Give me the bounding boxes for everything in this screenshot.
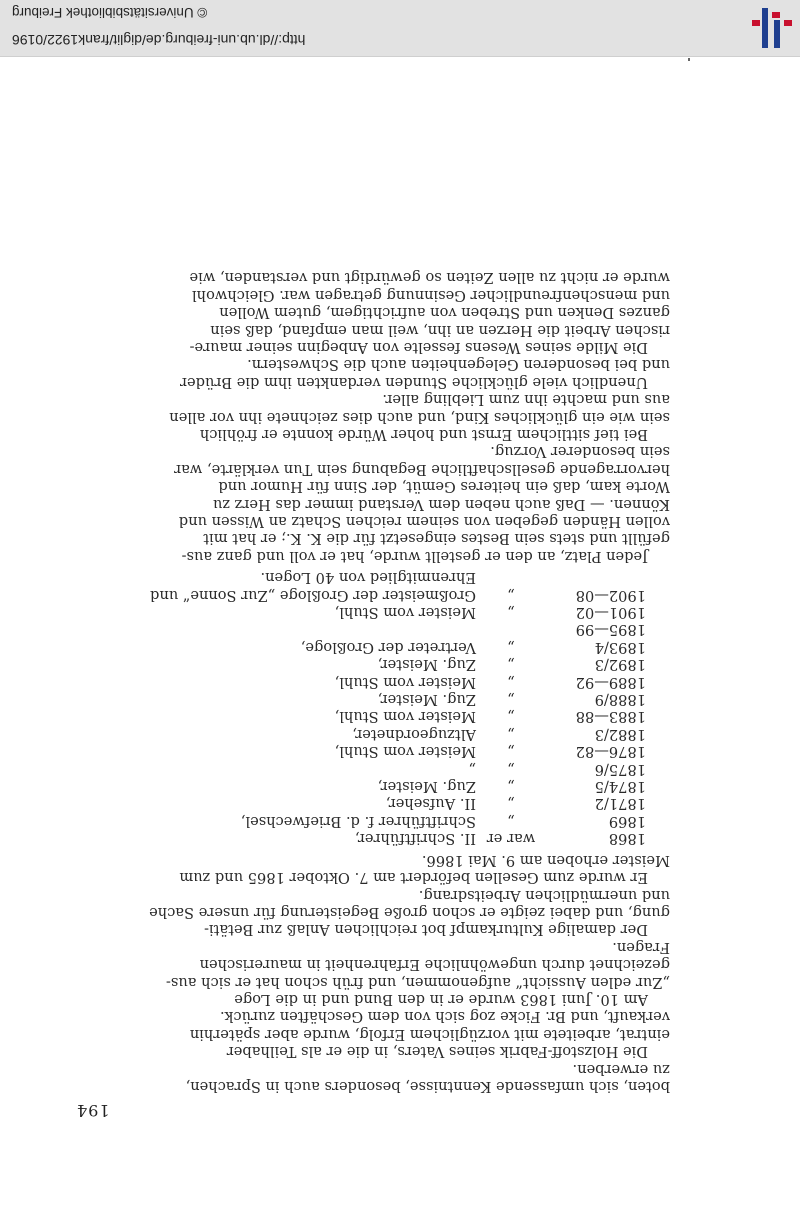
paragraph-8 [70, 356, 670, 391]
office-mark: „ [507, 778, 515, 796]
office-year: 1895—99 [575, 621, 646, 639]
table-row [70, 813, 670, 830]
table-row [70, 725, 670, 742]
office-mark: „ [507, 673, 515, 691]
table-row [70, 638, 670, 655]
offices-table [70, 569, 670, 848]
text-line: eintrat, arbeitete mit vorzüglichem Erfolg, wurde aber späterhin [189, 1025, 670, 1043]
office-role: II. Aufseher, [385, 795, 476, 813]
text-line: aus und machte ihn zum Liebling aller. [382, 391, 670, 409]
office-mark: „ [507, 691, 515, 709]
office-mark: war er [486, 830, 536, 848]
text-line: wurde er nicht zu allen Zeiten so gewürdigt und verstanden, wie [189, 269, 670, 287]
office-year: 1875/6 [594, 760, 646, 778]
table-row [70, 586, 670, 603]
office-role: „ [468, 760, 476, 778]
scanned-page [70, 160, 670, 1120]
scan-speck [688, 58, 690, 61]
table-row [70, 795, 670, 812]
office-role: Schriftführer f. d. Briefwechsel, [240, 812, 476, 830]
office-year: 1882/3 [594, 725, 646, 743]
text-line: und unermüdlichen Arbeitsdrang. [418, 886, 670, 904]
text-line: Können. — Daß auch neben dem Verstand immer das Herz zu [212, 495, 670, 513]
text-line: verkauft, und Br. Ficke zog sich von dem Geschäften zurück. [219, 1008, 670, 1026]
text-line: boten, sich umfassende Kenntnisse, besonders auch in Sprachen, [185, 1078, 670, 1095]
office-year: 1901—02 [575, 604, 646, 622]
copyright-notice: © Universitätsbibliothek Freiburg [12, 5, 208, 20]
table-row [70, 830, 670, 847]
office-mark [476, 621, 546, 638]
office-role: Vertreter der Großloge, [300, 638, 476, 656]
ub-freiburg-logo-icon[interactable] [750, 6, 794, 50]
paragraph-1 [70, 1060, 670, 1095]
office-role: Meister vom Stuhl, [334, 743, 476, 761]
office-year: 1883—88 [575, 708, 646, 726]
table-row [70, 604, 670, 621]
office-year: 1876—82 [575, 743, 646, 761]
table-row [70, 708, 670, 725]
table-row [70, 778, 670, 795]
office-mark: „ [507, 812, 515, 830]
paragraph-2 [70, 1008, 670, 1060]
text-line: gung, und dabei zeigte er schon große Begeisterung für unsere Sache [149, 903, 670, 921]
office-role: Zug. Meister, [377, 656, 476, 674]
paragraph-4 [70, 886, 670, 938]
text-line: Am 10. Juni 1863 wurde er in den Bund und in die Loge [234, 990, 648, 1008]
office-year: 1868 [608, 830, 646, 848]
text-line: zu erwerben. [572, 1060, 670, 1078]
office-year: 1893/4 [594, 638, 646, 656]
office-year: 1892/3 [594, 656, 646, 674]
office-mark: „ [507, 708, 515, 726]
text-line: „Zur edlen Aussicht“ aufgenommen, und früh schon hat er sich aus- [165, 973, 670, 991]
office-year: 1902—08 [575, 586, 646, 604]
office-mark: „ [507, 760, 515, 778]
text-line: sein besonderer Vorzug. [490, 443, 670, 461]
office-year: 1869 [608, 812, 646, 830]
text-line: hervorragende gesellschaftliche Begabung sein Tun verklärte, war [174, 460, 670, 478]
text-line: und menschenfreundlicher Gesinnung getragen war. Gleichwohl [191, 286, 670, 304]
paragraph-6 [70, 443, 670, 565]
office-role: Großmeister der Großloge „Zur Sonne“ und [150, 586, 476, 604]
office-role: Altzugeordneter, [352, 725, 476, 743]
text-line: gezeichnet durch ungewöhnliche Erfahrenheit in maurerischen [199, 956, 670, 974]
office-role: Meister vom Stuhl, [334, 708, 476, 726]
office-mark: „ [507, 638, 515, 656]
office-year: 1888/9 [594, 691, 646, 709]
office-tail: Ehrenmitglied von 40 Logen. [260, 569, 476, 587]
table-row [70, 760, 670, 777]
paragraph-5 [70, 851, 670, 886]
office-role [70, 621, 476, 638]
office-mark: „ [507, 795, 515, 813]
text-line: rischen Arbeit die Herzen an ihn, weil man empfand, daß sein [210, 321, 670, 339]
table-row [70, 691, 670, 708]
table-row [70, 673, 670, 690]
text-line: gefüllt und stets sein Bestes eingesetzt für die K. K.; er hat mit [203, 530, 670, 548]
office-role: Zug. Meister, [377, 691, 476, 709]
paragraph-7 [70, 391, 670, 443]
paragraph-3 [70, 938, 670, 1008]
text-line: ganzes Denken und Streben von aufrichtigem, gutem Wollen [219, 304, 670, 322]
office-year: 1889—92 [575, 673, 646, 691]
text-line: Meister erhoben am 9. Mai 1866. [421, 851, 670, 869]
page-number: 194 [76, 1101, 110, 1120]
text-line: Fragen. [612, 938, 670, 956]
text-line: und bei besonderen Gelegenheiten auch die Schwestern. [247, 356, 670, 374]
office-role: Meister vom Stuhl, [334, 604, 476, 622]
office-mark: „ [507, 586, 515, 604]
table-row [70, 569, 670, 586]
text-line: Unendlich viele glückliche Stunden verdankten ihm die Brüder [180, 373, 648, 391]
document-url-link[interactable]: http://dl.ub.uni-freiburg.de/diglit/frank1922/0196 [12, 32, 306, 48]
office-mark: „ [507, 725, 515, 743]
text-line: Die Holzstoff-Fabrik seines Vaters, in die er als Teilhaber [226, 1043, 648, 1061]
office-mark: „ [507, 604, 515, 622]
text-line: Jeden Platz, an den er gestellt wurde, hat er voll und ganz aus- [181, 547, 648, 565]
text-line: Der damalige Kulturkampf bot reichlichen Anlaß zur Betäti- [204, 921, 648, 939]
office-year: 1874/5 [594, 778, 646, 796]
text-line: Die Milde seines Wesens fesselte von Anbeginn seiner maure- [189, 338, 648, 356]
office-year: 1871/2 [594, 795, 646, 813]
table-row [70, 621, 670, 638]
text-line: sein wie ein glückliches Kind, und auch dies zeichnete ihn vor allen [169, 408, 670, 426]
office-role: Zug. Meister, [377, 778, 476, 796]
text-line: Bei tief sittlichem Ernst und hoher Würde konnte er fröhlich [199, 425, 648, 443]
office-mark: „ [507, 743, 515, 761]
office-role: Meister vom Stuhl, [334, 673, 476, 691]
office-mark: „ [507, 656, 515, 674]
table-row [70, 743, 670, 760]
page-content-rotated [70, 160, 670, 1120]
text-line: Er wurde zum Gesellen befördert am 7. Oktober 1865 und zum [179, 869, 648, 887]
text-line: vollen Händen gegeben von seinem reichen Schatz an Wissen und [178, 513, 670, 530]
text-line: Worte kam, daß ein heiteres Gemüt, der Sinn für Humor und [218, 478, 670, 496]
table-row [70, 656, 670, 673]
library-header-bar [0, 0, 800, 57]
paragraph-9 [70, 269, 670, 356]
office-role: II. Schriftführer, [354, 830, 476, 848]
